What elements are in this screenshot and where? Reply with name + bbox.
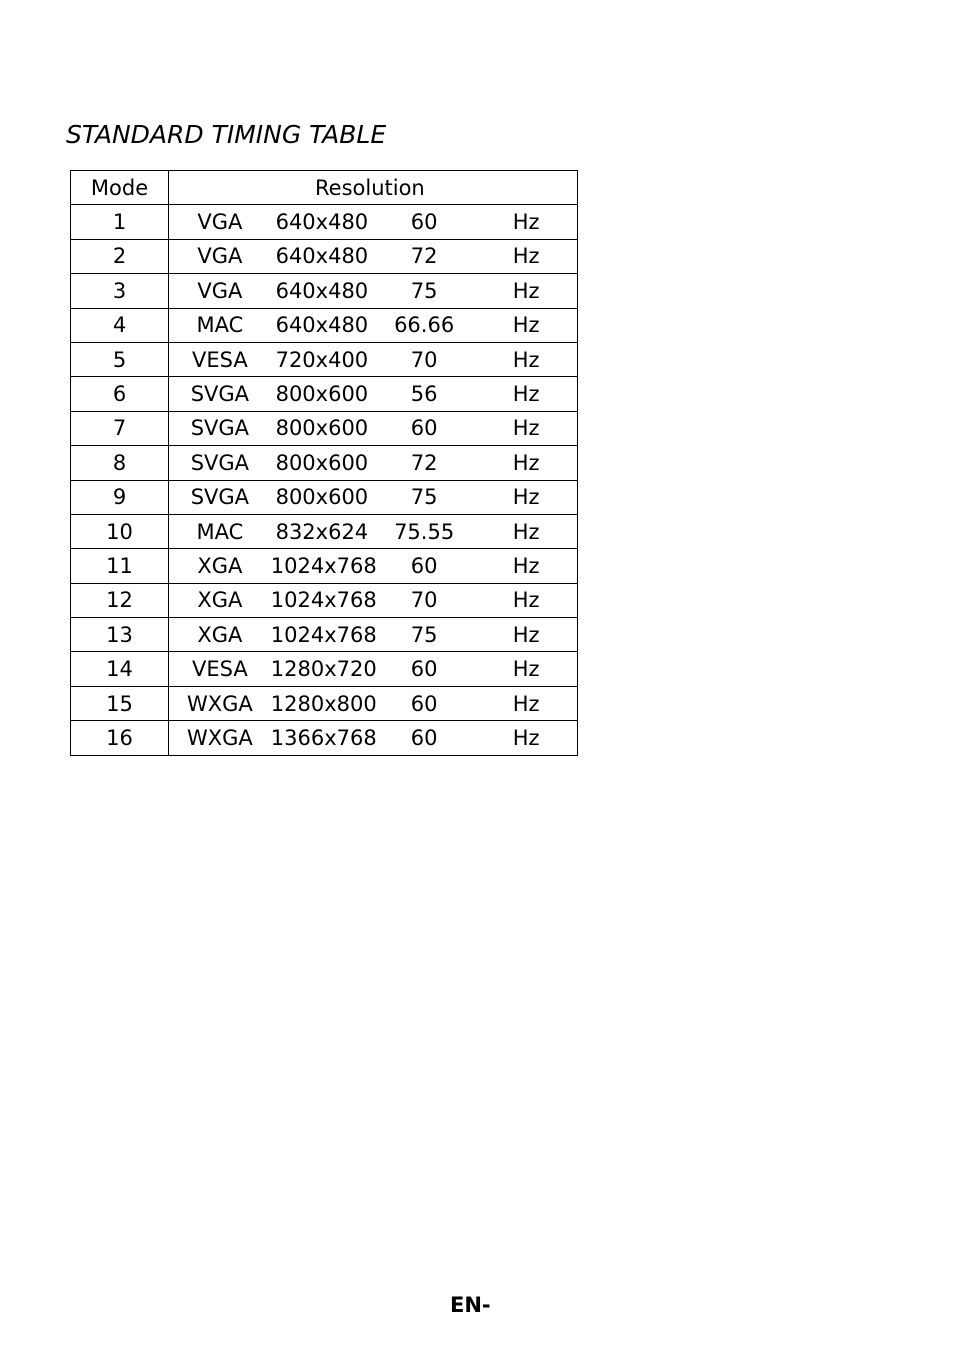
standard-cell: WXGA: [186, 691, 253, 716]
unit-cell: Hz: [475, 514, 577, 548]
mode-cell: 10: [71, 514, 169, 548]
frequency-cell: 70: [410, 347, 438, 372]
unit-cell: Hz: [475, 205, 577, 239]
page-title: STANDARD TIMING TABLE: [66, 120, 387, 149]
frequency-cell: 60: [410, 691, 438, 716]
resolution-cell: 1366x768: [270, 725, 377, 750]
resolution-cell: 800x600: [275, 382, 369, 407]
resolution-cell: 640x480: [275, 244, 369, 269]
frequency-cell: 66.66: [394, 313, 455, 338]
table-row: [71, 721, 578, 755]
table-row: [71, 514, 578, 548]
mode-cell: 2: [71, 239, 169, 273]
standard-cell: SVGA: [190, 485, 250, 510]
unit-cell: Hz: [475, 549, 577, 583]
table-row: [71, 308, 578, 342]
resolution-cell: 800x600: [275, 450, 369, 475]
standard-timing-table: [70, 170, 578, 756]
unit-cell: Hz: [475, 652, 577, 686]
table-row: [71, 686, 578, 720]
standard-cell: WXGA: [186, 725, 253, 750]
header-mode: Mode: [71, 171, 169, 205]
table-row: [71, 274, 578, 308]
standard-cell: MAC: [196, 519, 244, 544]
mode-cell: 6: [71, 377, 169, 411]
standard-cell: VGA: [197, 210, 243, 235]
resolution-cell: 640x480: [275, 313, 369, 338]
resolution-cell: 640x480: [275, 278, 369, 303]
mode-cell: 1: [71, 205, 169, 239]
resolution-cell: 640x480: [275, 210, 369, 235]
resolution-cell: 720x400: [275, 347, 369, 372]
standard-cell: VESA: [192, 347, 248, 372]
table-row: [71, 549, 578, 583]
unit-cell: Hz: [475, 377, 577, 411]
table-header-row: [71, 171, 578, 205]
mode-cell: 9: [71, 480, 169, 514]
standard-cell: XGA: [197, 553, 243, 578]
resolution-cell: 832x624: [275, 519, 369, 544]
table-body: [71, 205, 578, 755]
mode-cell: 5: [71, 342, 169, 376]
mode-cell: 3: [71, 274, 169, 308]
frequency-cell: 60: [410, 553, 438, 578]
resolution-cell: 1024x768: [270, 553, 377, 578]
mode-cell: 16: [71, 721, 169, 755]
frequency-cell: 72: [410, 450, 438, 475]
table-row: [71, 618, 578, 652]
table-row: [71, 239, 578, 273]
mode-cell: 13: [71, 618, 169, 652]
unit-cell: Hz: [475, 239, 577, 273]
mode-cell: 12: [71, 583, 169, 617]
standard-cell: SVGA: [190, 450, 250, 475]
table-row: [71, 205, 578, 239]
standard-cell: VESA: [192, 657, 248, 682]
table-row: [71, 583, 578, 617]
frequency-cell: 60: [410, 210, 438, 235]
frequency-cell: 75: [410, 278, 438, 303]
unit-cell: Hz: [475, 618, 577, 652]
mode-cell: 11: [71, 549, 169, 583]
mode-cell: 8: [71, 446, 169, 480]
resolution-cell: 800x600: [275, 485, 369, 510]
resolution-cell: 1280x720: [270, 657, 377, 682]
mode-cell: 15: [71, 686, 169, 720]
frequency-cell: 56: [410, 382, 438, 407]
standard-cell: SVGA: [190, 416, 250, 441]
standard-cell: VGA: [197, 278, 243, 303]
table-row: [71, 377, 578, 411]
mode-cell: 7: [71, 411, 169, 445]
table-row: [71, 446, 578, 480]
resolution-cell: 1024x768: [270, 588, 377, 613]
standard-cell: VGA: [197, 244, 243, 269]
frequency-cell: 60: [410, 416, 438, 441]
standard-cell: XGA: [197, 622, 243, 647]
table-row: [71, 652, 578, 686]
frequency-cell: 60: [410, 657, 438, 682]
unit-cell: Hz: [475, 583, 577, 617]
unit-cell: Hz: [475, 446, 577, 480]
table-row: [71, 342, 578, 376]
mode-cell: 14: [71, 652, 169, 686]
unit-cell: Hz: [475, 274, 577, 308]
unit-cell: Hz: [475, 411, 577, 445]
frequency-cell: 75: [410, 485, 438, 510]
resolution-cell: 800x600: [275, 416, 369, 441]
unit-cell: Hz: [475, 480, 577, 514]
header-resolution: Resolution: [169, 171, 578, 205]
page-number: EN-: [450, 1293, 491, 1317]
unit-cell: Hz: [475, 686, 577, 720]
unit-cell: Hz: [475, 721, 577, 755]
table-row: [71, 411, 578, 445]
mode-cell: 4: [71, 308, 169, 342]
frequency-cell: 70: [410, 588, 438, 613]
table-row: [71, 480, 578, 514]
frequency-cell: 75.55: [394, 519, 455, 544]
standard-cell: SVGA: [190, 382, 250, 407]
frequency-cell: 60: [410, 725, 438, 750]
resolution-cell: 1280x800: [270, 691, 377, 716]
frequency-cell: 72: [410, 244, 438, 269]
unit-cell: Hz: [475, 342, 577, 376]
resolution-cell: 1024x768: [270, 622, 377, 647]
frequency-cell: 75: [410, 622, 438, 647]
standard-cell: XGA: [197, 588, 243, 613]
standard-cell: MAC: [196, 313, 244, 338]
unit-cell: Hz: [475, 308, 577, 342]
